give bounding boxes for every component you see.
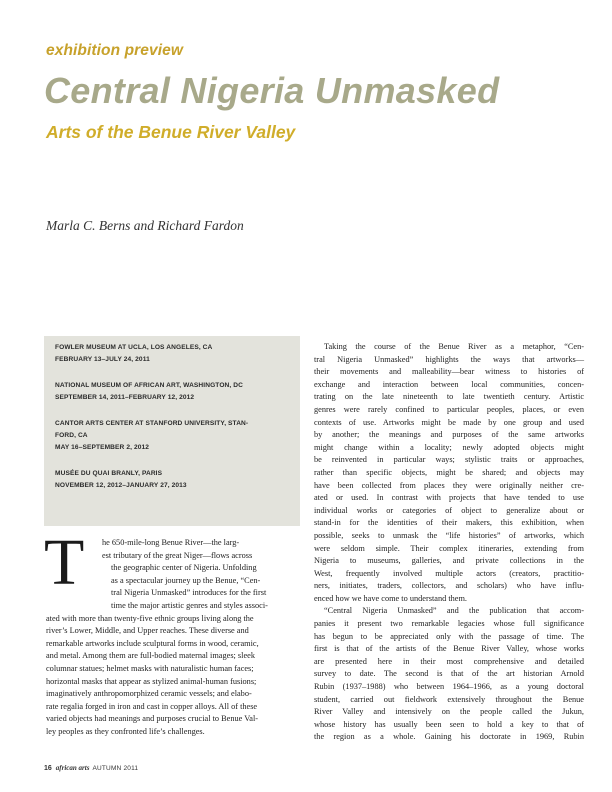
body-line: ners, initiates, traders, collectors, and scholars) who have influ- bbox=[314, 581, 584, 591]
body-line: he 650-mile-long Benue River—the larg- bbox=[102, 538, 240, 547]
body-line: remarkable artworks include sculptural forms in wood, ceramic, bbox=[46, 638, 259, 648]
body-line: horizontal masks that appear as stylized animal-human fusions; bbox=[46, 676, 257, 686]
venue-line: CANTOR ARTS CENTER AT STANFORD UNIVERSITY, STAN- bbox=[55, 420, 249, 427]
body-line: enced how we have come to understand them. bbox=[314, 593, 467, 603]
body-line: student, carried out fieldwork extensively throughout the Benue bbox=[314, 694, 584, 704]
right-column bbox=[314, 341, 584, 744]
body-line: trating on the late nineteenth to late twentieth century. Artistic bbox=[314, 392, 584, 402]
body-line: river’s Lower, Middle, and Upper reaches. These diverse and bbox=[46, 626, 249, 636]
body-line: “Central Nigeria Unmasked” and the publication that accom- bbox=[324, 606, 584, 616]
page-number: 16 bbox=[44, 765, 52, 772]
issue-label: AUTUMN 2011 bbox=[92, 765, 139, 772]
body-line: possible, seeks to unmask the “life histories” of artworks, which bbox=[314, 530, 584, 540]
body-line: Nigeria to museums, galleries, and private collections in the bbox=[314, 556, 584, 566]
body-line: are presented here in their most comprehensive and detailed bbox=[314, 656, 584, 666]
body-line: have been collected from places they were originally neither cre- bbox=[314, 480, 584, 490]
body-line: River Valley and intensively on the people called the Jukun, bbox=[314, 707, 584, 717]
venue-dates: MAY 16–SEPTEMBER 2, 2012 bbox=[55, 444, 150, 451]
body-line: be reinvented in particular ways; stylistic traits or approaches, bbox=[314, 455, 584, 465]
body-line: panies it present two remarkable legacies whose full significance bbox=[314, 619, 584, 629]
venue-line: NATIONAL MUSEUM OF AFRICAN ART, WASHINGTON, DC bbox=[55, 382, 243, 389]
venue-cantor bbox=[55, 418, 248, 454]
body-line: as a spectacular journey up the Benue, “Cen- bbox=[111, 575, 261, 585]
body-line: and metal. Among them are full-bodied maternal images; sleek bbox=[46, 651, 255, 661]
body-line: rate regalia forged in iron and cast in copper alloys. All of these bbox=[46, 701, 258, 711]
body-line: were seldom simple. Their complex itineraries, extending from bbox=[314, 543, 584, 553]
body-line: varied objects had meanings and purposes crucial to Benue Val- bbox=[46, 714, 259, 724]
body-line: ley peoples as they confronted life’s challenges. bbox=[46, 727, 205, 736]
body-line: est tributary of the great Niger—flows across bbox=[102, 550, 253, 560]
body-line: imaginatively anthropomorphized ceramic vessels; and elabo- bbox=[46, 689, 252, 699]
authors: Marla C. Berns and Richard Fardon bbox=[46, 218, 244, 233]
body-line: whose history has usually been seen to hold a key to that of bbox=[314, 719, 584, 729]
venue-dates: SEPTEMBER 14, 2011–FEBRUARY 12, 2012 bbox=[55, 394, 195, 401]
body-line: tral Nigeria Unmasked” introduces for the first bbox=[111, 588, 267, 598]
body-line: West, frequently involved multiple actors (creators, practitio- bbox=[314, 568, 584, 578]
venue-line: FOWLER MUSEUM AT UCLA, LOS ANGELES, CA bbox=[55, 344, 213, 351]
body-line: their movements and malleability—bear witness to histories of bbox=[314, 367, 584, 377]
article-subtitle: Arts of the Benue River Valley bbox=[46, 122, 296, 142]
venue-box bbox=[44, 336, 300, 526]
body-line: the region as a whole. Gaining his doctorate in 1969, Rubin bbox=[314, 732, 584, 742]
venue-quai-branly bbox=[55, 468, 187, 492]
venue-line: MUSÉE DU QUAI BRANLY, PARIS bbox=[55, 470, 163, 477]
body-line: rather than specific objects, might be shared; and objects may bbox=[314, 467, 584, 477]
venue-fowler bbox=[55, 342, 212, 366]
body-line: exchange and interaction between local communities, concen- bbox=[314, 379, 584, 389]
body-line: might change within a locality; newly adopted objects might bbox=[314, 442, 584, 452]
body-line: Taking the course of the Benue River as a metaphor, “Cen- bbox=[324, 342, 584, 351]
venue-dates: NOVEMBER 12, 2012–JANUARY 27, 2013 bbox=[55, 482, 187, 489]
body-line: time the major artistic genres and styles associ- bbox=[111, 601, 268, 610]
drop-cap: T bbox=[44, 526, 85, 599]
venue-nmafa bbox=[55, 380, 243, 404]
magazine-name: african arts bbox=[55, 764, 90, 772]
body-line: first is that of the artists of the Benue River Valley, whose works bbox=[314, 644, 584, 654]
page-footer bbox=[44, 764, 138, 772]
body-line: individual works or categories of object to generalize about or bbox=[314, 505, 584, 515]
body-line: ated or used. In contrast with projects that have tended to use bbox=[314, 493, 584, 503]
body-line: the geographic center of Nigeria. Unfolding bbox=[111, 563, 257, 573]
kicker: exhibition preview bbox=[46, 42, 184, 59]
body-line: stand-in for the identities of their makers, this exhibition, when bbox=[314, 518, 584, 528]
body-line: contexts of use. Artworks might be made by one group and used bbox=[314, 417, 584, 427]
body-line: by another; the meanings and purposes of the same artworks bbox=[314, 430, 584, 440]
body-line: survey to date. The second is that of the art historian Arnold bbox=[314, 669, 584, 679]
body-line: columnar statues; helmet masks with naturalistic human faces; bbox=[46, 664, 254, 673]
body-line: has begun to be appreciated only with the passage of time. The bbox=[314, 631, 584, 641]
body-line: tral Nigeria Unmasked” highlights the ways that artworks— bbox=[314, 354, 584, 364]
article-title: Central Nigeria Unmasked bbox=[44, 70, 500, 111]
venue-dates: FEBRUARY 13–JULY 24, 2011 bbox=[55, 356, 150, 363]
body-line: genres were rarely confined to particular peoples, places, or even bbox=[314, 404, 584, 414]
body-line: Rubin (1937–1988) who between 1964–1966, as a young doctoral bbox=[314, 682, 584, 692]
body-line: ated with more than twenty-five ethnic groups living along the bbox=[46, 613, 254, 623]
venue-line: FORD, CA bbox=[55, 432, 88, 439]
